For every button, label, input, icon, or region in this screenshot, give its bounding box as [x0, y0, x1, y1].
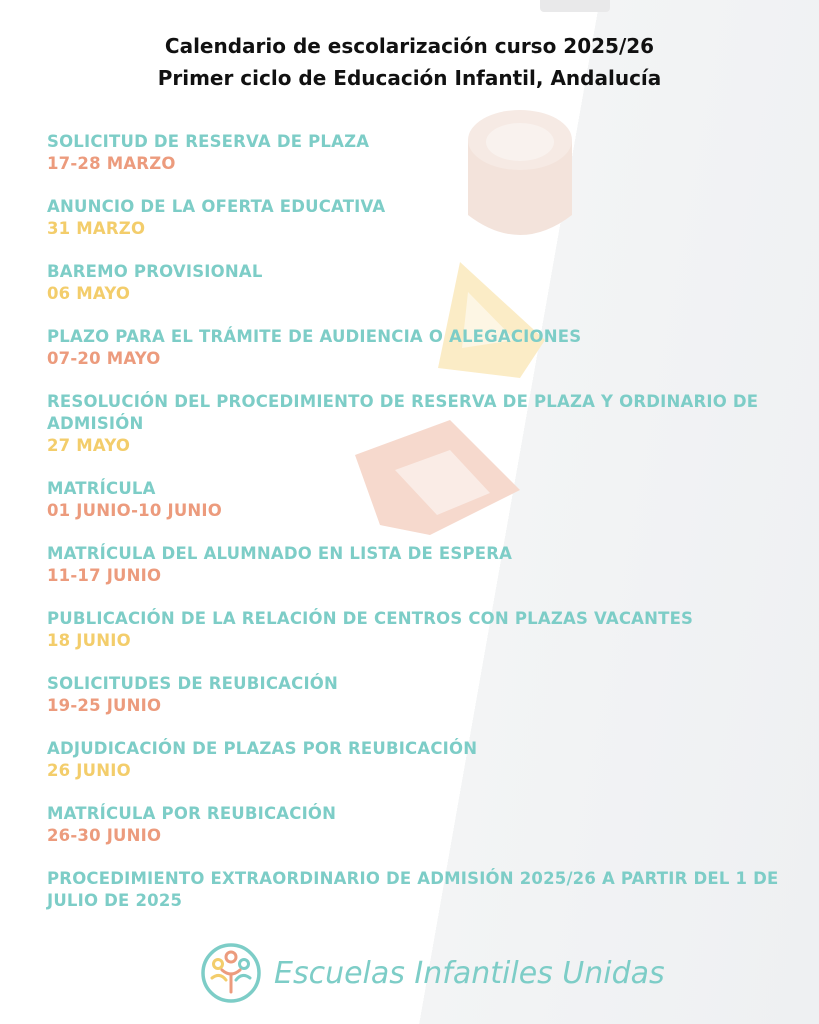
event-item	[47, 803, 787, 847]
title-line-2: Primer ciclo de Educación Infantil, Andalucía	[157, 66, 662, 90]
event-date: 26-30 JUNIO	[47, 826, 162, 845]
event-item	[47, 131, 787, 175]
event-date: 01 JUNIO-10 JUNIO	[47, 501, 222, 520]
event-item	[47, 738, 787, 782]
footer-brand	[200, 941, 665, 1005]
event-date: 11-17 JUNIO	[47, 566, 162, 585]
event-date: 06 MAYO	[47, 284, 131, 303]
event-item	[47, 326, 787, 370]
event-name: MATRÍCULA	[47, 479, 156, 498]
event-item	[47, 608, 787, 652]
event-name: PUBLICACIÓN DE LA RELACIÓN DE CENTROS CON PLAZAS VACANTES	[47, 609, 694, 628]
event-name: SOLICITUD DE RESERVA DE PLAZA	[47, 132, 370, 151]
event-date: 18 JUNIO	[47, 631, 131, 650]
title-line-1: Calendario de escolarización curso 2025/26	[164, 34, 655, 58]
event-name: ADJUDICACIÓN DE PLAZAS POR REUBICACIÓN	[47, 739, 478, 758]
event-item	[47, 391, 787, 457]
event-name: ANUNCIO DE LA OFERTA EDUCATIVA	[47, 197, 386, 216]
event-name: RESOLUCIÓN DEL PROCEDIMIENTO DE RESERVA DE PLAZA Y ORDINARIO DE ADMISIÓN	[47, 392, 759, 433]
event-date: 26 JUNIO	[47, 761, 131, 780]
event-item	[47, 673, 787, 717]
event-date: 19-25 JUNIO	[47, 696, 162, 715]
event-date: 07-20 MAYO	[47, 349, 161, 368]
event-name: PLAZO PARA EL TRÁMITE DE AUDIENCIA O ALEGACIONES	[47, 327, 582, 346]
event-list	[47, 131, 787, 933]
event-date: 31 MARZO	[47, 219, 146, 238]
event-name: PROCEDIMIENTO EXTRAORDINARIO DE ADMISIÓN 2025/26 A PARTIR DEL 1 DE JULIO DE 2025	[47, 869, 779, 910]
event-item	[47, 543, 787, 587]
event-name: BAREMO PROVISIONAL	[47, 262, 263, 281]
brand-name: Escuelas Infantiles Unidas	[274, 955, 665, 991]
event-date: 17-28 MARZO	[47, 154, 176, 173]
event-item	[47, 868, 787, 912]
event-item	[47, 261, 787, 305]
page-title	[0, 30, 819, 94]
event-name: SOLICITUDES DE REUBICACIÓN	[47, 674, 339, 693]
event-item	[47, 196, 787, 240]
children-circle-logo-icon	[200, 942, 262, 1004]
event-item	[47, 478, 787, 522]
event-date: 27 MAYO	[47, 436, 131, 455]
event-name: MATRÍCULA DEL ALUMNADO EN LISTA DE ESPERA	[47, 544, 513, 563]
event-name: MATRÍCULA POR REUBICACIÓN	[47, 804, 337, 823]
